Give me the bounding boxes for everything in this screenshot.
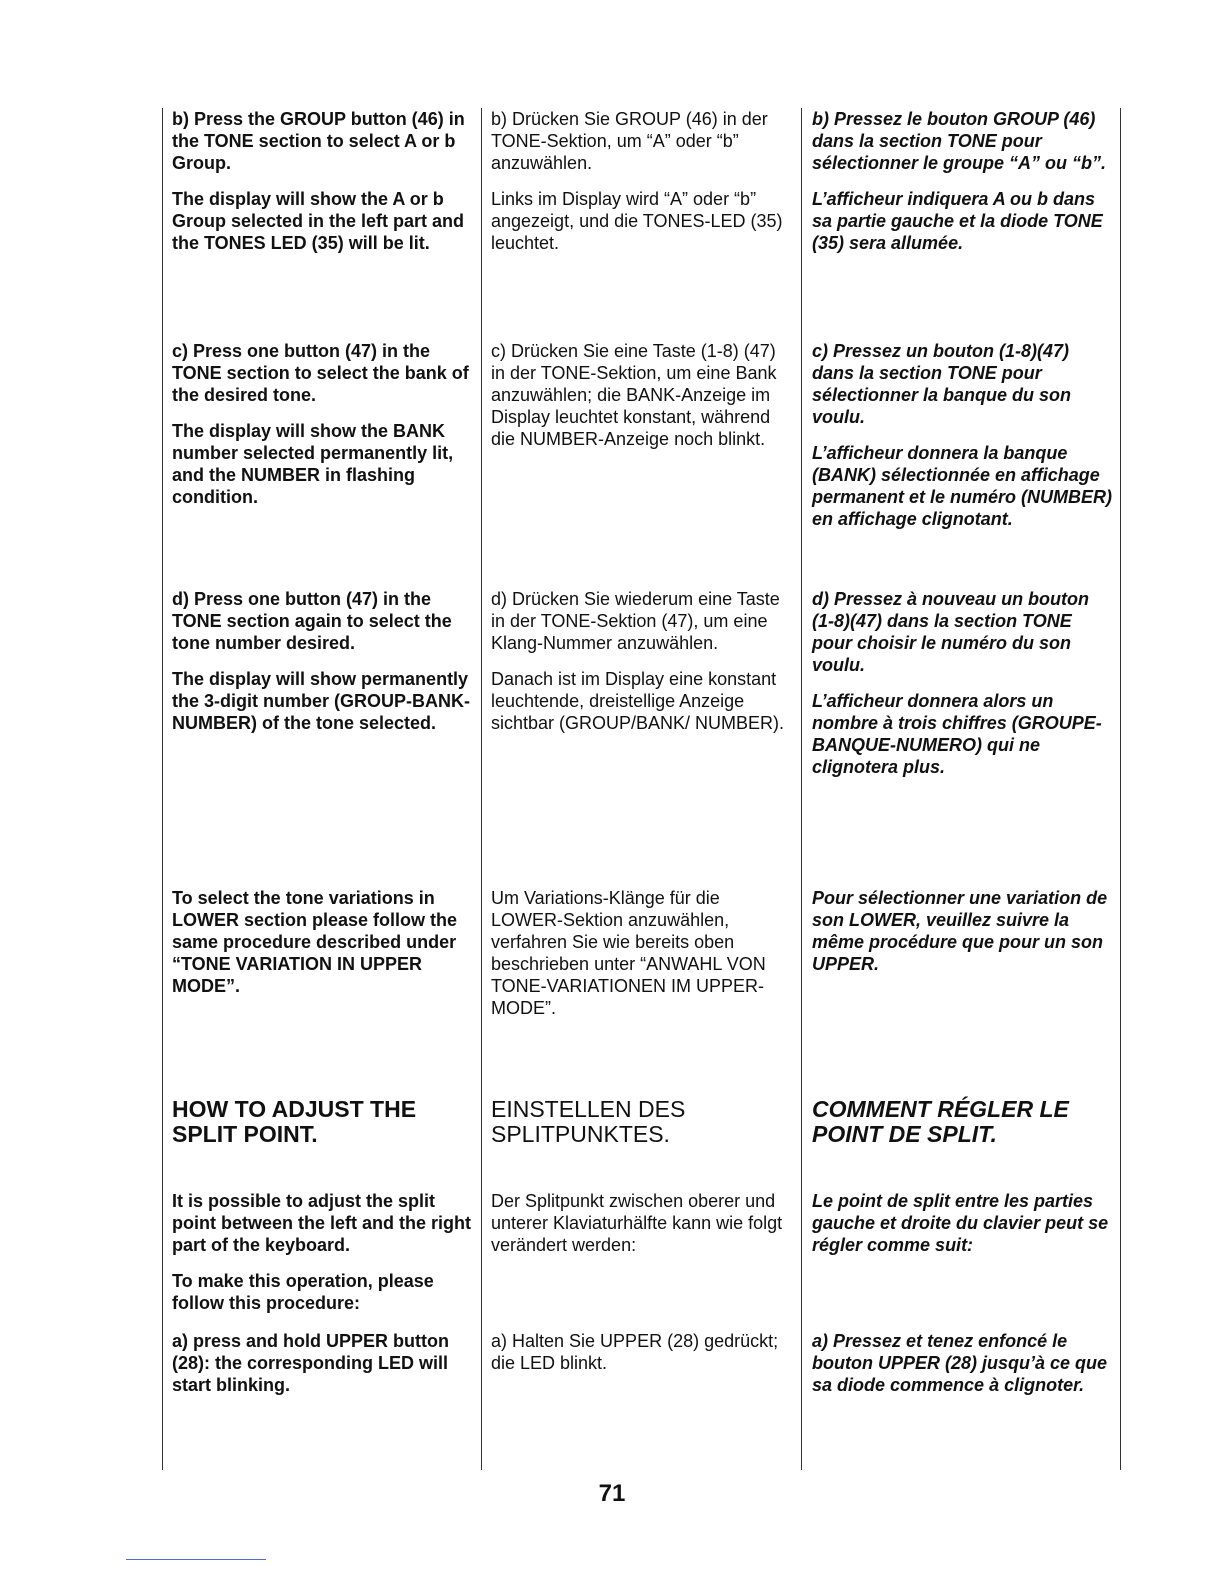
- step-d-german: [491, 588, 791, 748]
- step-a-instruction: a) Pressez et tenez enfoncé le bouton UPPER (28) jusqu’à ce que sa diode commence à clignoter.: [812, 1331, 1108, 1395]
- column-rule-mid-left: [481, 108, 482, 1470]
- step-a-german: [491, 1330, 791, 1388]
- step-d-instruction: d) Drücken Sie wiederum eine Taste in der TONE-Sektion (47), um eine Klang-Nummer anzuwählen.: [491, 589, 780, 653]
- lower-section-note-english: [172, 887, 472, 1011]
- split-intro-text: Der Splitpunkt zwischen oberer und unterer Klaviaturhälfte kann wie folgt verändert werden:: [491, 1191, 783, 1255]
- lower-section-note-french: [812, 887, 1114, 989]
- lower-section-note-german: [491, 887, 791, 1033]
- step-d-result: Danach ist im Display eine konstant leuchtende, dreistellige Anzeige sichtbar (GROUP/BANK/ NUMBER).: [491, 669, 785, 733]
- footer-underline: [126, 1559, 266, 1560]
- step-d-french: [812, 588, 1114, 792]
- step-c-result: L’afficheur donnera la banque (BANK) sélectionnée en affichage permanent et le numéro (NUMBER) en affichage clignotant.: [812, 443, 1113, 529]
- split-intro-text: Le point de split entre les parties gauche et droite du clavier peut se régler comme suit:: [812, 1191, 1109, 1255]
- lower-section-note: Pour sélectionner une variation de son LOWER, veuillez suivre la même procédure que pour un son UPPER.: [812, 888, 1108, 974]
- step-a-instruction: a) press and hold UPPER button (28): the corresponding LED will start blinking.: [172, 1331, 450, 1395]
- step-b-german: [491, 108, 791, 268]
- step-a-english: [172, 1330, 472, 1410]
- split-intro-english: [172, 1190, 472, 1328]
- section-heading: EINSTELLEN DES SPLITPUNKTES.: [491, 1096, 686, 1147]
- page-number: 71: [598, 1480, 626, 1507]
- section-heading: COMMENT RÉGLER LE POINT DE SPLIT.: [812, 1096, 1069, 1147]
- column-rule-left: [162, 108, 163, 1470]
- english-column: [172, 0, 472, 1584]
- section-heading: HOW TO ADJUST THE SPLIT POINT.: [172, 1096, 417, 1147]
- step-b-french: [812, 108, 1114, 268]
- step-b-instruction: b) Press the GROUP button (46) in the TONE section to select A or b Group.: [172, 109, 465, 173]
- step-c-instruction: c) Drücken Sie eine Taste (1-8) (47) in der TONE-Sektion, um eine Bank anzuwählen; die BANK-Anzeige im Display leuchtet konstant, während die NUMBER-Anzeige noch blinkt.: [491, 341, 777, 449]
- step-d-instruction: d) Pressez à nouveau un bouton (1-8)(47) dans la section TONE pour choisir le numéro du son voulu.: [812, 589, 1090, 675]
- step-c-instruction: c) Press one button (47) in the TONE section to select the bank of the desired tone.: [172, 341, 469, 405]
- split-intro-text: It is possible to adjust the split point between the left and the right part of the keyboard.: [172, 1191, 471, 1255]
- step-c-result: The display will show the BANK number selected permanently lit, and the NUMBER in flashing condition.: [172, 421, 454, 507]
- french-column: [812, 0, 1114, 1584]
- step-a-french: [812, 1330, 1114, 1410]
- step-b-result: Links im Display wird “A” oder “b” angezeigt, und die TONES-LED (35) leuchtet.: [491, 189, 783, 253]
- step-b-result: L’afficheur indiquera A ou b dans sa partie gauche et la diode TONE (35) sera allumée.: [812, 189, 1103, 253]
- step-a-instruction: a) Halten Sie UPPER (28) gedrückt; die LED blinkt.: [491, 1331, 779, 1373]
- split-heading-english: [172, 1097, 472, 1147]
- split-intro-french: [812, 1190, 1114, 1270]
- step-b-result: The display will show the A or b Group selected in the left part and the TONES LED (35) will be lit.: [172, 189, 465, 253]
- split-heading-french: [812, 1097, 1114, 1147]
- split-intro-german: [491, 1190, 791, 1270]
- step-b-instruction: b) Drücken Sie GROUP (46) in der TONE-Sektion, um “A” oder “b” anzuwählen.: [491, 109, 768, 173]
- column-rule-mid-right: [801, 108, 802, 1470]
- step-b-instruction: b) Pressez le bouton GROUP (46) dans la section TONE pour sélectionner le groupe “A” ou “b”.: [812, 109, 1107, 173]
- lower-section-note: To select the tone variations in LOWER section please follow the same procedure described under “TONE VARIATION IN UPPER MODE”.: [172, 888, 458, 996]
- german-column: [491, 0, 791, 1584]
- step-c-german: [491, 340, 791, 464]
- step-d-result: The display will show permanently the 3-digit number (GROUP-BANK-NUMBER) of the tone selected.: [172, 669, 470, 733]
- step-d-result: L’afficheur donnera alors un nombre à trois chiffres (GROUPE-BANQUE-NUMERO) qui ne clignotera plus.: [812, 691, 1102, 777]
- step-b-english: [172, 108, 472, 268]
- split-procedure-text: To make this operation, please follow this procedure:: [172, 1271, 434, 1313]
- split-heading-german: [491, 1097, 791, 1147]
- column-rule-right: [1120, 108, 1121, 1470]
- step-c-english: [172, 340, 472, 522]
- step-c-instruction: c) Pressez un bouton (1-8)(47) dans la section TONE pour sélectionner la banque du son voulu.: [812, 341, 1072, 427]
- step-c-french: [812, 340, 1114, 544]
- lower-section-note: Um Variations-Klänge für die LOWER-Sektion anzuwählen, verfahren Sie wie bereits oben beschrieben unter “ANWAHL VON TONE-VARIATIONEN IM UPPER-MODE”.: [491, 888, 766, 1018]
- step-d-english: [172, 588, 472, 748]
- step-d-instruction: d) Press one button (47) in the TONE section again to select the tone number desired.: [172, 589, 452, 653]
